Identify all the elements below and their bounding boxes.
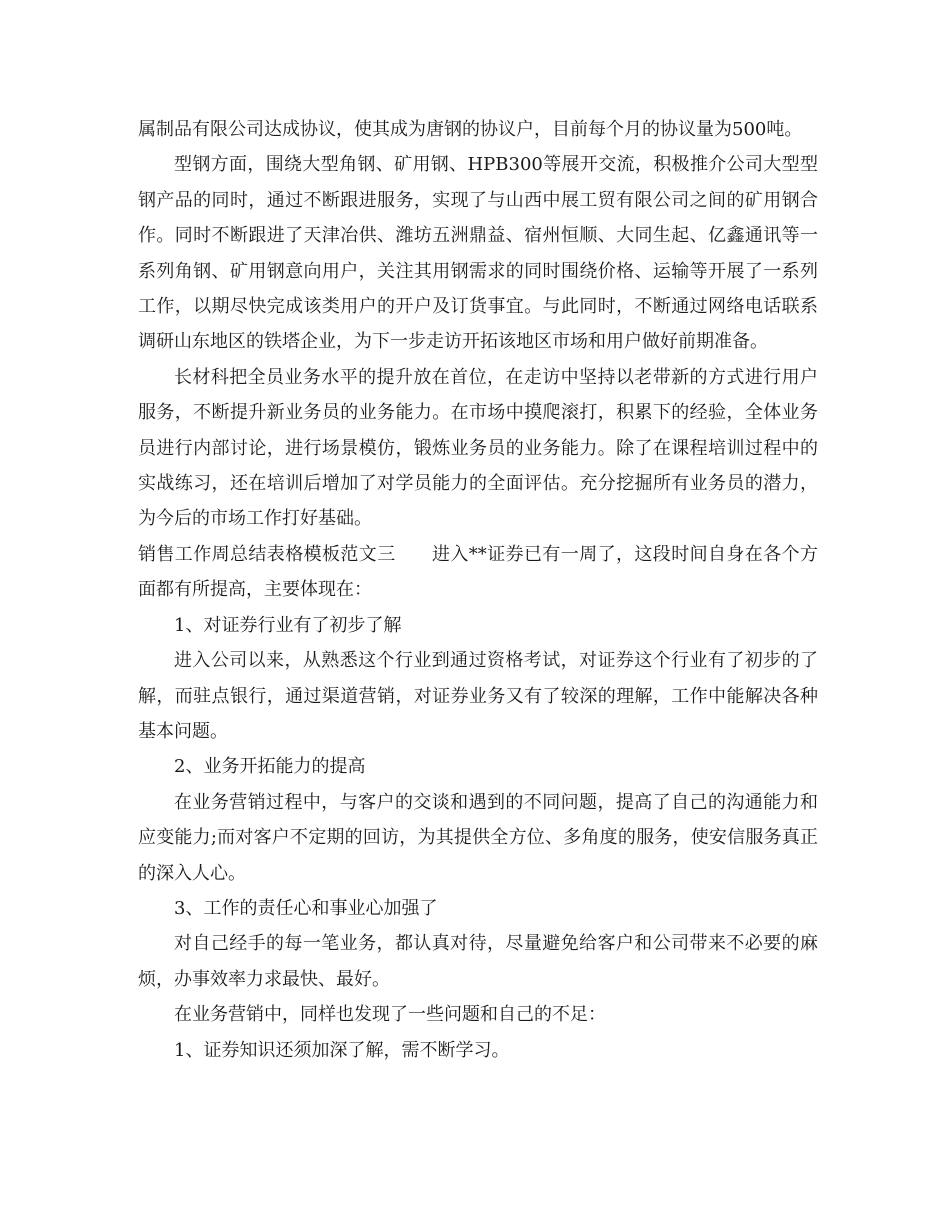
paragraph-long-products: 长材科把全员业务水平的提升放在首位，在走访中坚持以老带新的方式进行用户服务，不断提升新业务员的业务能力。在市场中摸爬滚打，积累下的经验，全体业务员进行内部讨论，进行场景模仿，锻炼业务员的业务能力。除了在课程培训过程中的实战练习，还在培训后增加了对学员能力的全面评估。充分挖掘所有业务员的潜力，为今后的市场工作打好基础。 [138, 366, 818, 530]
list-item-heading-2: 2、业务开拓能力的提高 [174, 756, 366, 778]
list-item-heading-1: 1、对证券行业有了初步了解 [174, 614, 402, 636]
list-item-heading-3: 3、工作的责任心和事业心加强了 [174, 897, 438, 919]
list-item-body-3: 对自己经手的每一笔业务，都认真对待，尽量避免给客户和公司带来不必要的麻烦，办事效率力求最快、最好。 [138, 933, 818, 990]
paragraph-shortcomings: 在业务营销中，同样也发现了一些问题和自己的不足： [174, 1004, 606, 1026]
section-heading: 销售工作周总结表格模板范文三 [138, 543, 396, 565]
list-item-body-1: 进入公司以来，从熟悉这个行业到通过资格考试，对证券这个行业有了初步的了解，而驻点银行，通过渠道营销，对证券业务又有了较深的理解，工作中能解决各种基本问题。 [138, 650, 818, 742]
list-item-body-2: 在业务营销过程中，与客户的交谈和遇到的不同问题，提高了自己的沟通能力和应变能力;而对客户不定期的回访，为其提供全方位、多角度的服务，使安信服务真正的深入人心。 [138, 791, 818, 884]
paragraph-section-steel: 型钢方面，围绕大型角钢、矿用钢、HPB300等展开交流，积极推介公司大型型钢产品的同时，通过不断跟进服务，实现了与山西中展工贸有限公司之间的矿用钢合作。同时不断跟进了天津冶供、潍坊五洲鼎益、宿州恒顺、大同生起、亿鑫通讯等一系列角钢、矿用钢意向用户，关注其用钢需求的同时围绕价格、运输等开展了一系列工作，以期尽快完成该类用户的开户及订货事宜。与此同时，不断通过网络电话联系调研山东地区的铁塔企业，为下一步走访开拓该地区市场和用户做好前期准备。 [138, 154, 818, 353]
section-intro: 进入**证券已有一周了，这段时间自身在各个方面都有所提高，主要体现在： [138, 543, 819, 601]
shortcoming-item-1: 1、证券知识还须加深了解，需不断学习。 [174, 1039, 510, 1061]
document-body [138, 112, 818, 1068]
section-heading-paragraph [138, 537, 818, 608]
paragraph-continuation: 属制品有限公司达成协议，使其成为唐钢的协议户，目前每个月的协议量为500吨。 [138, 119, 803, 140]
